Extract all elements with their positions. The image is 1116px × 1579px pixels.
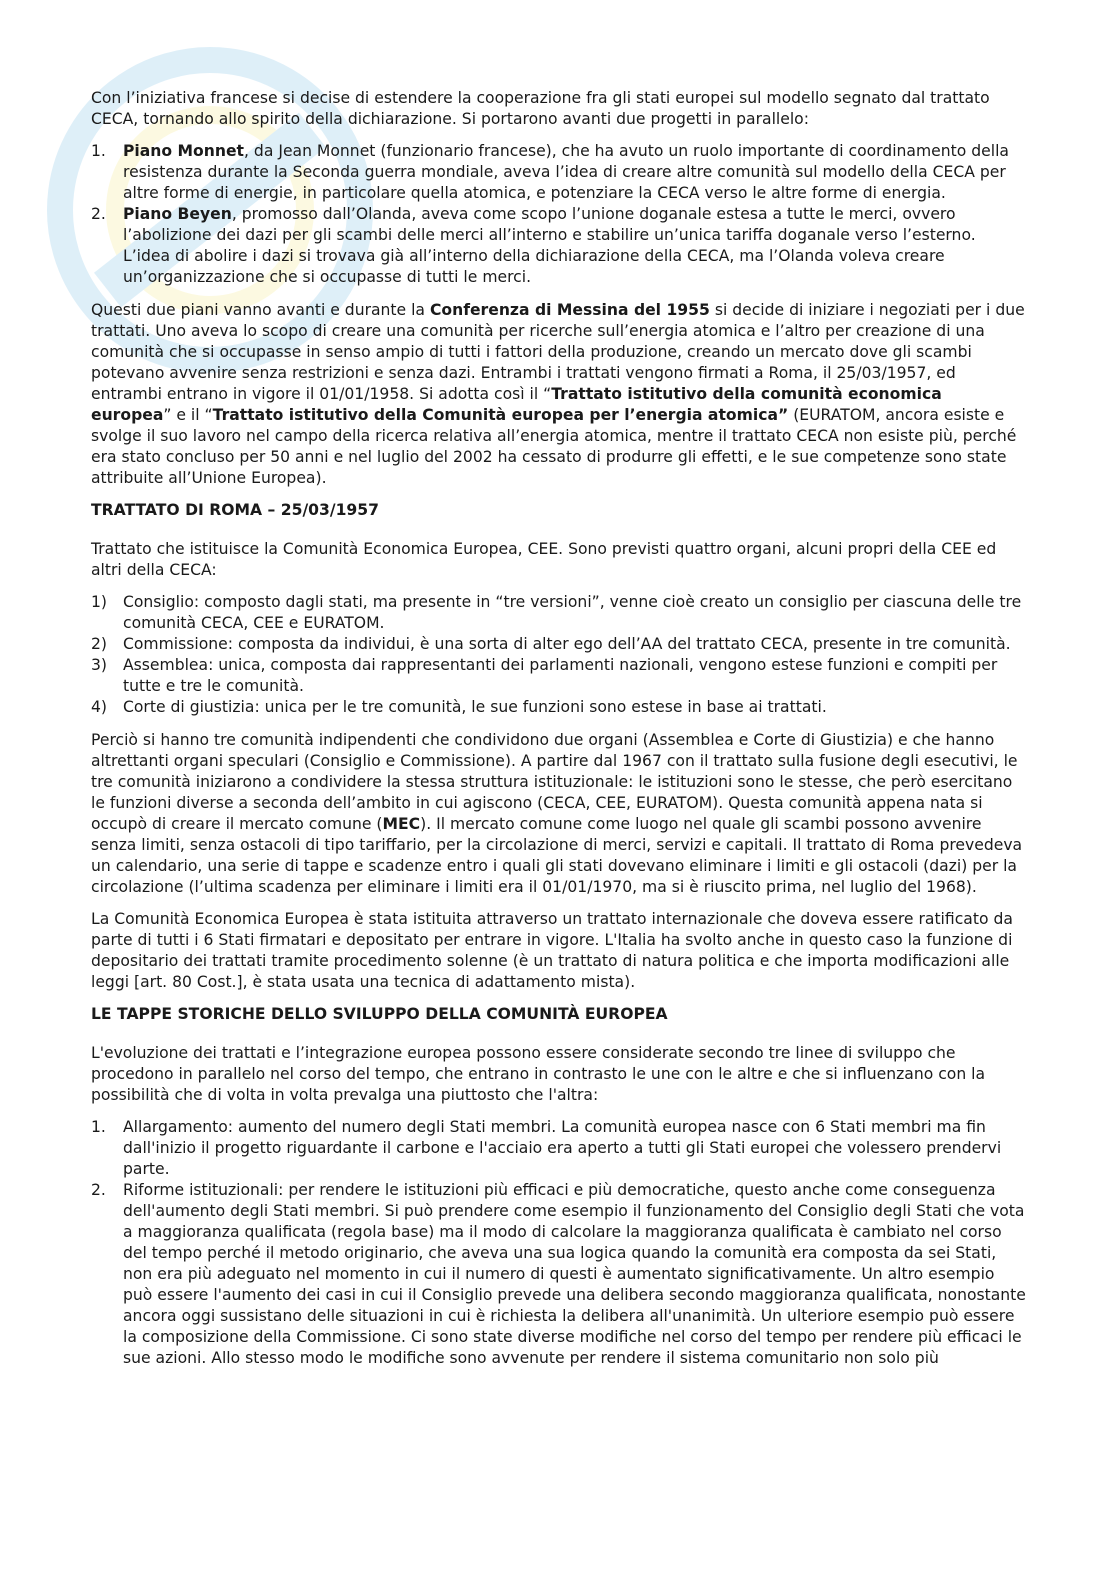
- text-run: Questi due piani vanno avanti e durante la: [91, 301, 430, 319]
- projects-list: [91, 141, 1026, 288]
- list-item: [91, 655, 1026, 697]
- section-heading-trattato-roma: TRATTATO DI ROMA – 25/03/1957: [91, 501, 379, 519]
- list-item: [91, 1180, 1026, 1369]
- list-number: 2.: [91, 205, 106, 223]
- bold-run: Conferenza di Messina del 1955: [429, 301, 710, 319]
- ratification-paragraph: La Comunità Economica Europea è stata istituita attraverso un trattato internazionale che doveva essere ratificato da parte di tutti i 6 Stati firmatari e depositato per entrare in vigore. L'Italia ha svolto anche in questo caso la funzione di depositario dei trattati tramite procedimento solenne (è un trattato di natura politica e che importa modificazioni alle leggi [art. 80 Cost.], è stata usata una tecnica di adattamento mista).: [91, 910, 1013, 991]
- list-item-text: , promosso dall’Olanda, aveva come scopo l’unione doganale estesa a tutte le merci, ovvero l’abolizione dei dazi per gli scambi delle merci all’interno e stabilire un’unica tariffa doganale verso l’esterno. L’idea di abolire i dazi si trovava già all’interno della dichiarazione della CECA, ma l’Olanda voleva creare un’organizzazione che si occupasse di tutti le merci.: [123, 205, 976, 286]
- organs-list: [91, 592, 1026, 718]
- messina-paragraph: [91, 300, 1026, 489]
- communities-paragraph: [91, 730, 1026, 898]
- list-number: 2.: [91, 1181, 106, 1199]
- list-number: 1.: [91, 142, 106, 160]
- bold-run: Trattato istitutivo della comunità economica europea: [91, 385, 942, 424]
- list-item: [91, 141, 1026, 204]
- text-run: ” e il “: [163, 406, 213, 424]
- list-item-text: Allargamento: aumento del numero degli Stati membri. La comunità europea nasce con 6 Stati membri ma fin dall'inizio il progetto riguardante il carbone e l'acciaio era aperto a tutti gli Stati europei che volessero prendervi parte.: [123, 1118, 1002, 1178]
- list-item: [91, 697, 1026, 718]
- list-number: 1.: [91, 1118, 106, 1136]
- list-item: [91, 1117, 1026, 1180]
- text-run: si decide di iniziare i negoziati per i due trattati. Uno aveva lo scopo di creare una comunità per ricerche sull’energia atomica e l’altro per creazione di una comunità che si occupasse in senso ampio di tutti i fattori della produzione, creando un mercato dove gli scambi potevano avvenire senza restrizioni e senza dazi. Entrambi i trattati vengono firmati a Roma, il 25/03/1957, ed entrambi entrano in vigore il 01/01/1958. Si adotta così il “: [91, 301, 1025, 403]
- intro-paragraph: Con l’iniziativa francese si decise di estendere la cooperazione fra gli stati europei sul modello segnato dal trattato CECA, tornando allo spirito della dichiarazione. Si portarono avanti due progetti in parallelo:: [91, 89, 990, 128]
- list-number: 3): [91, 656, 108, 674]
- text-run: (EURATOM, ancora esiste e svolge il suo lavoro nel campo della ricerca relativa all’energia atomica, mentre il trattato CECA non esiste più, perché era stato concluso per 50 anni e nel luglio del 2002 ha cessato di produrre gli effetti, e le sue competenze sono state attribuite all’Unione Europea).: [91, 406, 1017, 487]
- list-item-text: Assemblea: unica, composta dai rappresentanti dei parlamenti nazionali, vengono estese funzioni e compiti per tutte e tre le comunità.: [123, 656, 998, 695]
- evolution-paragraph: L'evoluzione dei trattati e l’integrazione europea possono essere considerate secondo tre linee di sviluppo che procedono in parallelo nel corso del tempo, che entrano in contrasto le une con le altre e che si influenzano con la possibilità che di volta in volta prevalga una piuttosto che l'altra:: [91, 1044, 986, 1104]
- list-item: [91, 592, 1026, 634]
- list-number: 2): [91, 635, 108, 653]
- list-number: 1): [91, 593, 108, 611]
- document-page: [91, 88, 1026, 1381]
- bold-run: MEC: [382, 815, 421, 833]
- development-lines-list: [91, 1117, 1026, 1369]
- list-item-text: Consiglio: composto dagli stati, ma presente in “tre versioni”, venne cioè creato un consiglio per ciascuna delle tre comunità CECA, CEE e EURATOM.: [123, 593, 1022, 632]
- list-item-text: Commissione: composta da individui, è una sorta di alter ego dell’AA del trattato CECA, presente in tre comunità.: [123, 635, 1011, 653]
- list-number: 4): [91, 698, 108, 716]
- list-item: [91, 634, 1026, 655]
- cee-paragraph: Trattato che istituisce la Comunità Economica Europea, CEE. Sono previsti quattro organi, alcuni propri della CEE ed altri della CECA:: [91, 540, 997, 579]
- bold-run: Trattato istitutivo della Comunità europea per l’energia atomica”: [212, 406, 789, 424]
- list-item-text: Riforme istituzionali: per rendere le istituzioni più efficaci e più democratiche, questo anche come conseguenza dell'aumento degli Stati membri. Si può prendere come esempio il funzionamento del Consiglio degli Stati che vota a maggioranza qualificata (regola base) ma il modo di calcolare la maggioranza qualificata è cambiato nel corso del tempo perché il metodo originario, che aveva una sua logica quando la comunità era composta da sei Stati, non era più adeguato nel momento in cui il numero di questi è aumentato significativamente. Un altro esempio può essere l'aumento dei casi in cui il Consiglio prevede una delibera secondo maggioranza qualificata, nonostante ancora oggi sussistano delle situazioni in cui è richiesta la delibera all'unanimità. Un ulteriore esempio può essere la composizione della Commissione. Ci sono state diverse modifiche nel corso del tempo per rendere più efficaci le sue azioni. Allo stesso modo le modifiche sono avvenute per rendere il sistema comunitario non solo più: [123, 1181, 1026, 1367]
- section-heading-tappe-storiche: LE TAPPE STORICHE DELLO SVILUPPO DELLA COMUNITÀ EUROPEA: [91, 1005, 668, 1023]
- text-run: ). Il mercato comune come luogo nel quale gli scambi possono avvenire senza limiti, senza ostacoli di tipo tariffario, per la circolazione di merci, servizi e capitali. Il trattato di Roma prevedeva un calendario, una serie di tappe e scadenze entro i quali gli stati dovevano eliminare i limiti e gli ostacoli (dazi) per la circolazione (l’ultima scadenza per eliminare i limiti era il 01/01/1970, ma si è riuscito prima, nel luglio del 1968).: [91, 815, 1023, 896]
- list-item-title: Piano Beyen: [123, 205, 232, 223]
- list-item-title: Piano Monnet: [123, 142, 245, 160]
- list-item: [91, 204, 1026, 288]
- text-run: Perciò si hanno tre comunità indipendenti che condividono due organi (Assemblea e Corte di Giustizia) e che hanno altrettanti organi speculari (Consiglio e Commissione). A partire dal 1967 con il trattato sulla fusione degli esecutivi, le tre comunità iniziarono a condividere la stessa struttura istituzionale: le istituzioni sono le stesse, che però esercitano le funzioni diverse a seconda dell’ambito in cui agiscono (CECA, CEE, EURATOM). Questa comunità appena nata si occupò di creare il mercato comune (: [91, 731, 1018, 833]
- list-item-text: Corte di giustizia: unica per le tre comunità, le sue funzioni sono estese in base ai trattati.: [123, 698, 827, 716]
- list-item-text: , da Jean Monnet (funzionario francese), che ha avuto un ruolo importante di coordinamento della resistenza durante la Seconda guerra mondiale, aveva l’idea di creare altre comunità sul modello della CECA per altre forme di energie, in particolare quella atomica, e potenziare la CECA verso le altre forme di energia.: [123, 142, 1009, 202]
